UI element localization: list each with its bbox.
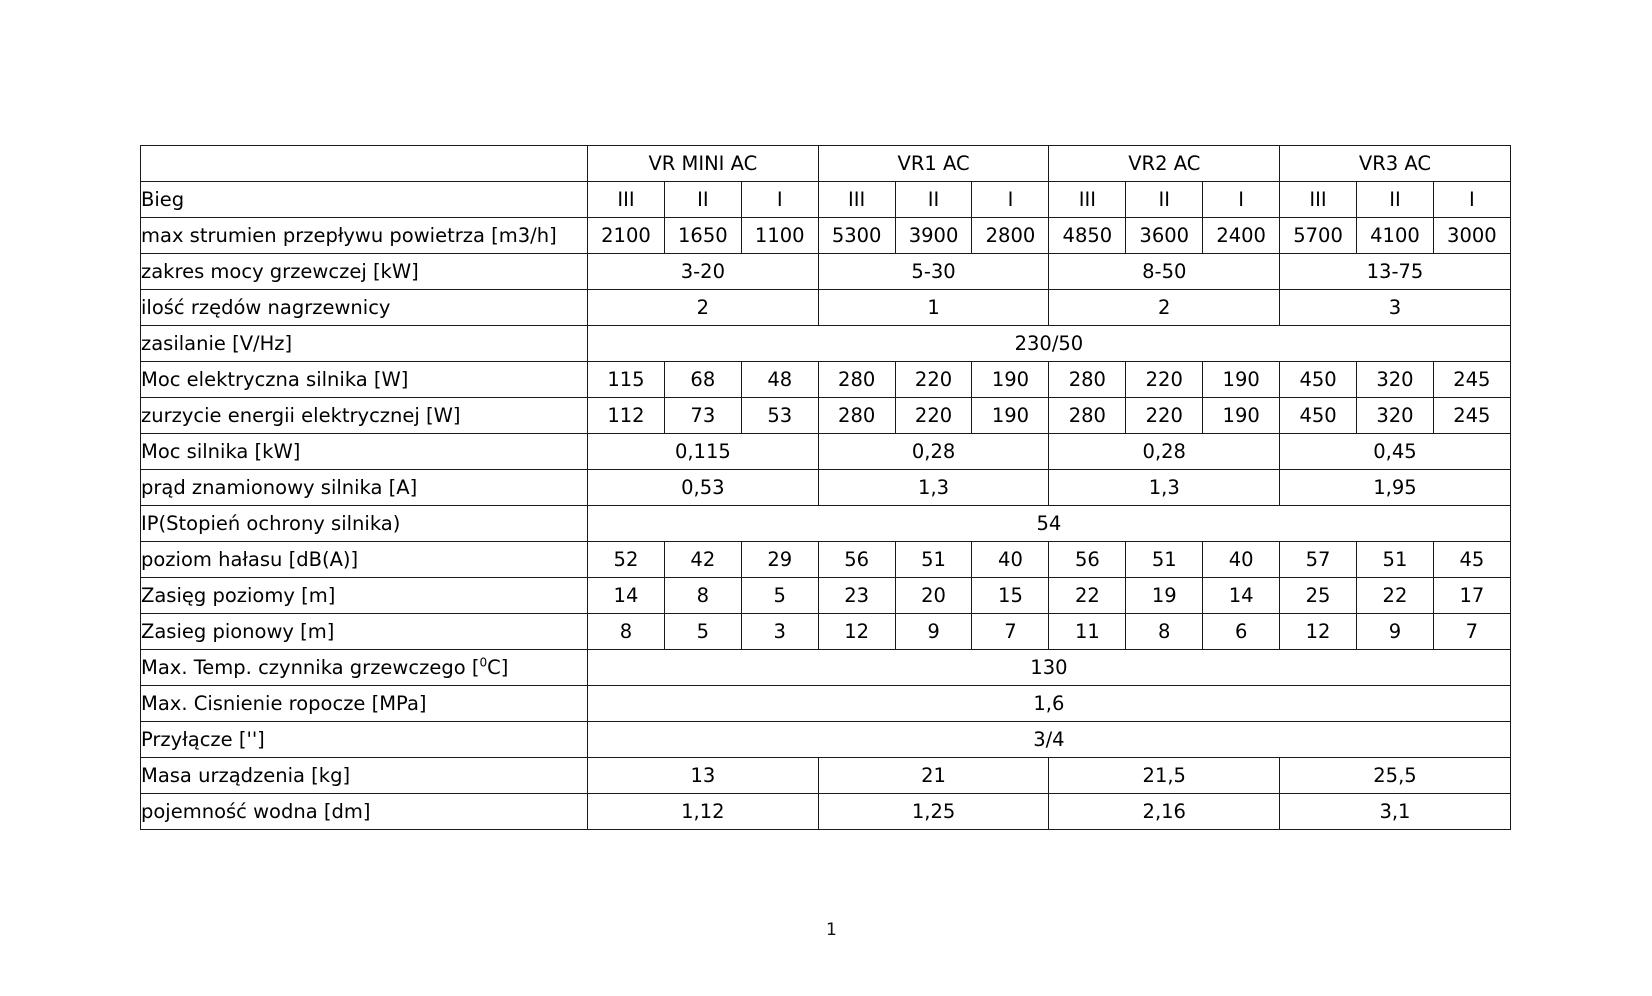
cell-r11-c10: 25 [1280, 578, 1357, 614]
row-label-13: Max. Temp. czynnika grzewczego [$^0$C] [141, 650, 588, 686]
cell-r1-c9: 2400 [1203, 218, 1280, 254]
cell-r10-c6: 40 [972, 542, 1049, 578]
cell-r1-c1: 2100 [588, 218, 665, 254]
cell-r12-c1: 8 [588, 614, 665, 650]
cell-r2-m3: 8-50 [1049, 254, 1280, 290]
speed-header-2-1: III [818, 182, 895, 218]
cell-r10-c1: 52 [588, 542, 665, 578]
speed-header-2-3: I [972, 182, 1049, 218]
cell-r6-c11: 320 [1357, 398, 1434, 434]
cell-r10-c10: 57 [1280, 542, 1357, 578]
cell-r11-c5: 20 [895, 578, 972, 614]
cell-r12-c10: 12 [1280, 614, 1357, 650]
specification-table [140, 145, 1511, 830]
cell-r2-m2: 5-30 [818, 254, 1049, 290]
cell-r1-c5: 3900 [895, 218, 972, 254]
cell-r6-c12: 245 [1433, 398, 1510, 434]
cell-r6-c5: 220 [895, 398, 972, 434]
cell-r8-m4: 1,95 [1280, 470, 1511, 506]
table-row [141, 398, 1511, 434]
table-row [141, 578, 1511, 614]
cell-r10-c5: 51 [895, 542, 972, 578]
row-label-10: poziom hałasu [dB(A)] [141, 542, 588, 578]
table-row [141, 470, 1511, 506]
row-label-4: zasilanie [V/Hz] [141, 326, 588, 362]
cell-r11-c9: 14 [1203, 578, 1280, 614]
cell-r6-c6: 190 [972, 398, 1049, 434]
cell-r7-m3: 0,28 [1049, 434, 1280, 470]
cell-r1-c8: 3600 [1126, 218, 1203, 254]
row-label-17: pojemność wodna [dm] [141, 794, 588, 830]
cell-r1-c7: 4850 [1049, 218, 1126, 254]
cell-r6-c2: 73 [664, 398, 741, 434]
cell-r1-c2: 1650 [664, 218, 741, 254]
row-label-14: Max. Cisnienie ropocze [MPa] [141, 686, 588, 722]
cell-r6-c7: 280 [1049, 398, 1126, 434]
speed-header-1-1: III [588, 182, 665, 218]
row-label-12: Zasieg pionowy [m] [141, 614, 588, 650]
table-row [141, 506, 1511, 542]
cell-r5-c2: 68 [664, 362, 741, 398]
cell-r12-c3: 3 [741, 614, 818, 650]
cell-r17-m1: 1,12 [588, 794, 819, 830]
speed-header-3-3: I [1203, 182, 1280, 218]
cell-r11-c4: 23 [818, 578, 895, 614]
table-row [141, 362, 1511, 398]
cell-r11-c12: 17 [1433, 578, 1510, 614]
speed-header-3-2: II [1126, 182, 1203, 218]
cell-r12-c2: 5 [664, 614, 741, 650]
cell-r1-c6: 2800 [972, 218, 1049, 254]
speed-header-4-2: II [1357, 182, 1434, 218]
cell-r3-m3: 2 [1049, 290, 1280, 326]
row-label-16: Masa urządzenia [kg] [141, 758, 588, 794]
cell-r12-c6: 7 [972, 614, 1049, 650]
cell-r1-c11: 4100 [1357, 218, 1434, 254]
cell-r2-m1: 3-20 [588, 254, 819, 290]
cell-r16-m2: 21 [818, 758, 1049, 794]
cell-r5-c1: 115 [588, 362, 665, 398]
table-row [141, 290, 1511, 326]
cell-r16-m4: 25,5 [1280, 758, 1511, 794]
cell-r10-c2: 42 [664, 542, 741, 578]
row-label-15: Przyłącze [''] [141, 722, 588, 758]
cell-r2-m4: 13-75 [1280, 254, 1511, 290]
table-row [141, 218, 1511, 254]
table-row [141, 758, 1511, 794]
row-label-7: Moc silnika [kW] [141, 434, 588, 470]
cell-r11-c3: 5 [741, 578, 818, 614]
cell-r10-c7: 56 [1049, 542, 1126, 578]
cell-r5-c11: 320 [1357, 362, 1434, 398]
table-row [141, 722, 1511, 758]
cell-r6-c4: 280 [818, 398, 895, 434]
cell-r12-c11: 9 [1357, 614, 1434, 650]
cell-r7-m1: 0,115 [588, 434, 819, 470]
speed-header-4-3: I [1433, 182, 1510, 218]
cell-r5-c10: 450 [1280, 362, 1357, 398]
cell-r10-c12: 45 [1433, 542, 1510, 578]
model-header-4: VR3 AC [1280, 146, 1511, 182]
cell-r16-m1: 13 [588, 758, 819, 794]
model-header-3: VR2 AC [1049, 146, 1280, 182]
cell-r3-m1: 2 [588, 290, 819, 326]
cell-r4-all: 230/50 [588, 326, 1511, 362]
cell-r10-c4: 56 [818, 542, 895, 578]
row-label-2: zakres mocy grzewczej [kW] [141, 254, 588, 290]
cell-r5-c8: 220 [1126, 362, 1203, 398]
table-row [141, 686, 1511, 722]
table-row [141, 254, 1511, 290]
cell-r10-c11: 51 [1357, 542, 1434, 578]
speed-header-1-2: II [664, 182, 741, 218]
cell-r11-c6: 15 [972, 578, 1049, 614]
table-row [141, 326, 1511, 362]
header-row-speeds [141, 182, 1511, 218]
cell-r12-c8: 8 [1126, 614, 1203, 650]
table-row [141, 794, 1511, 830]
speed-header-2-2: II [895, 182, 972, 218]
cell-r6-c10: 450 [1280, 398, 1357, 434]
cell-r3-m4: 3 [1280, 290, 1511, 326]
header-row-models [141, 146, 1511, 182]
row-label-11: Zasięg poziomy [m] [141, 578, 588, 614]
cell-r5-c5: 220 [895, 362, 972, 398]
cell-r11-c8: 19 [1126, 578, 1203, 614]
cell-r11-c11: 22 [1357, 578, 1434, 614]
speed-row-label: Bieg [141, 182, 588, 218]
cell-r11-c1: 14 [588, 578, 665, 614]
speed-header-1-3: I [741, 182, 818, 218]
spec-sheet [140, 145, 1510, 830]
cell-r8-m3: 1,3 [1049, 470, 1280, 506]
cell-r6-c8: 220 [1126, 398, 1203, 434]
cell-r12-c9: 6 [1203, 614, 1280, 650]
row-label-8: prąd znamionowy silnika [A] [141, 470, 588, 506]
table-corner-cell [141, 146, 588, 182]
cell-r5-c7: 280 [1049, 362, 1126, 398]
cell-r16-m3: 21,5 [1049, 758, 1280, 794]
cell-r17-m4: 3,1 [1280, 794, 1511, 830]
table-row [141, 650, 1511, 686]
cell-r5-c6: 190 [972, 362, 1049, 398]
cell-r6-c1: 112 [588, 398, 665, 434]
speed-header-4-1: III [1280, 182, 1357, 218]
table-row [141, 614, 1511, 650]
cell-r1-c10: 5700 [1280, 218, 1357, 254]
row-label-3: ilość rzędów nagrzewnicy [141, 290, 588, 326]
row-label-9: IP(Stopień ochrony silnika) [141, 506, 588, 542]
cell-r11-c2: 8 [664, 578, 741, 614]
cell-r10-c3: 29 [741, 542, 818, 578]
cell-r6-c3: 53 [741, 398, 818, 434]
cell-r12-c4: 12 [818, 614, 895, 650]
cell-r1-c12: 3000 [1433, 218, 1510, 254]
cell-r3-m2: 1 [818, 290, 1049, 326]
cell-r15-all: 3/4 [588, 722, 1511, 758]
cell-r14-all: 1,6 [588, 686, 1511, 722]
row-label-5: Moc elektryczna silnika [W] [141, 362, 588, 398]
cell-r12-c7: 11 [1049, 614, 1126, 650]
cell-r7-m4: 0,45 [1280, 434, 1511, 470]
speed-header-3-1: III [1049, 182, 1126, 218]
cell-r1-c3: 1100 [741, 218, 818, 254]
row-label-6: zurzycie energii elektrycznej [W] [141, 398, 588, 434]
cell-r1-c4: 5300 [818, 218, 895, 254]
cell-r17-m2: 1,25 [818, 794, 1049, 830]
cell-r17-m3: 2,16 [1049, 794, 1280, 830]
cell-r9-all: 54 [588, 506, 1511, 542]
cell-r5-c12: 245 [1433, 362, 1510, 398]
row-label-1: max strumien przepływu powietrza [m3/h] [141, 218, 588, 254]
table-row [141, 542, 1511, 578]
cell-r12-c5: 9 [895, 614, 972, 650]
cell-r5-c3: 48 [741, 362, 818, 398]
cell-r11-c7: 22 [1049, 578, 1126, 614]
cell-r8-m1: 0,53 [588, 470, 819, 506]
table-row [141, 434, 1511, 470]
cell-r5-c9: 190 [1203, 362, 1280, 398]
table-body [141, 146, 1511, 830]
page-footer-mark: 1 [826, 920, 837, 940]
cell-r5-c4: 280 [818, 362, 895, 398]
cell-r13-all: 130 [588, 650, 1511, 686]
cell-r8-m2: 1,3 [818, 470, 1049, 506]
cell-r10-c8: 51 [1126, 542, 1203, 578]
cell-r6-c9: 190 [1203, 398, 1280, 434]
cell-r7-m2: 0,28 [818, 434, 1049, 470]
cell-r12-c12: 7 [1433, 614, 1510, 650]
model-header-2: VR1 AC [818, 146, 1049, 182]
cell-r10-c9: 40 [1203, 542, 1280, 578]
model-header-1: VR MINI AC [588, 146, 819, 182]
